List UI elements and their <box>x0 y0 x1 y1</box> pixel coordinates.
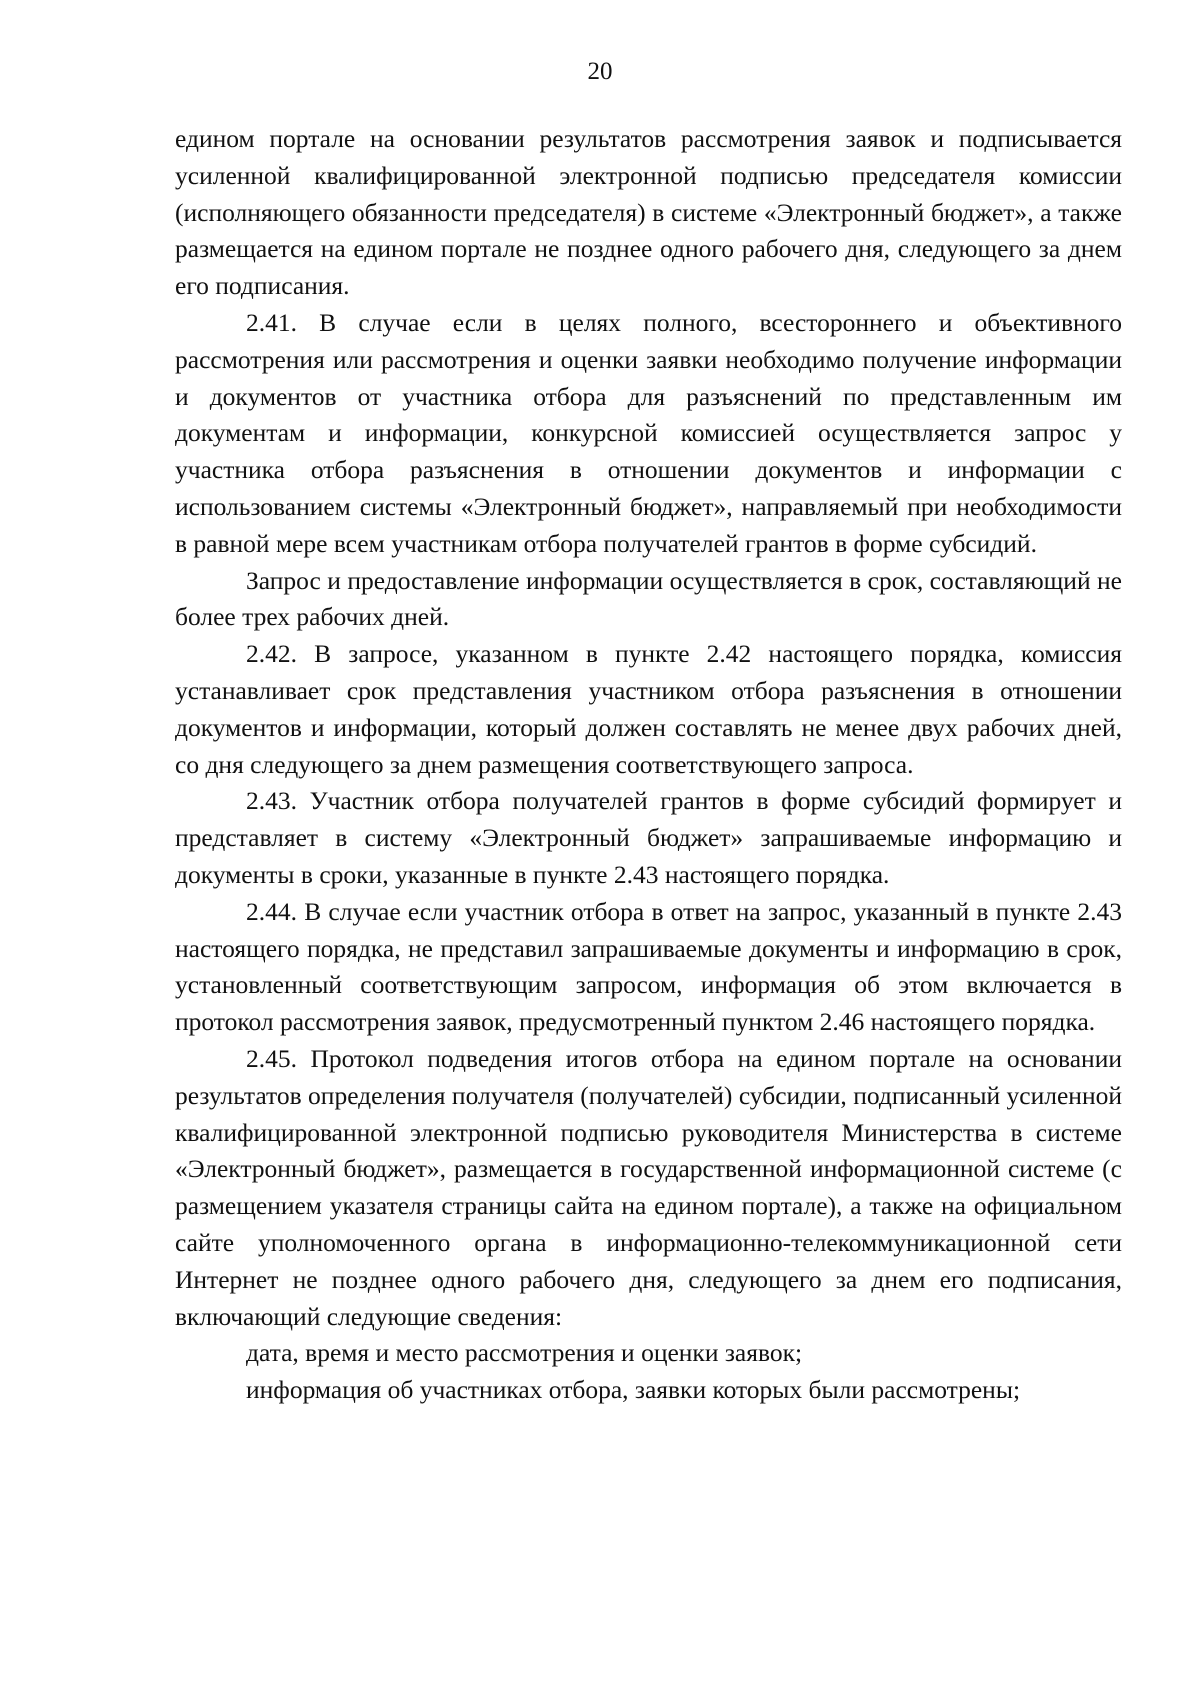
paragraph-2-43: 2.43. Участник отбора получателей грантов в форме субсидий формирует и представляет в систему «Электронный бюджет» запрашиваемые информацию и документы в сроки, указанные в пункте 2.43 настоящего порядка. <box>175 786 1122 889</box>
paragraph-2-44: 2.44. В случае если участник отбора в ответ на запрос, указанный в пункте 2.43 настоящего порядка, не представил запрашиваемые документы и информацию в срок, установленный соответствующим запросом, информация об этом включается в протокол рассмотрения заявок, предусмотренный пунктом 2.46 настоящего порядка. <box>175 896 1122 1037</box>
paragraph-continuation: едином портале на основании результатов рассмотрения заявок и подписывается усиленной квалифицированной электронной подписью председателя комиссии (исполняющего обязанности председателя) в системе «Электронный бюджет», а также размещается на едином портале не позднее одного рабочего дня, следующего за днем его подписания. <box>175 124 1122 301</box>
document-body <box>175 121 1122 1409</box>
paragraph-2-41: 2.41. В случае если в целях полного, всестороннего и объективного рассмотрения или рассмотрения и оценки заявки необходимо получение информации и документов от участника отбора для разъяснений по представленным им документам и информации, конкурсной комиссией осуществляется запрос у участника отбора разъяснения в отношении документов и информации с использованием системы «Электронный бюджет», направляемый при необходимости в равной мере всем участникам отбора получателей грантов в форме субсидий. <box>175 307 1122 558</box>
paragraph-2-42: 2.42. В запросе, указанном в пункте 2.42 настоящего порядка, комиссия устанавливает срок представления участником отбора разъяснения в отношении документов и информации, который должен составлять не менее двух рабочих дней, со дня следующего за днем размещения соответствующего запроса. <box>175 639 1122 779</box>
list-item-date-time-place: дата, время и место рассмотрения и оценки заявок; <box>246 1338 803 1368</box>
paragraph-request-term: Запрос и предоставление информации осуществляется в срок, составляющий не более трех рабочих дней. <box>175 565 1122 632</box>
paragraph-2-45: 2.45. Протокол подведения итогов отбора на едином портале на основании результатов определения получателя (получателей) субсидии, подписанный усиленной квалифицированной электронной подписью руководителя Министерства в системе «Электронный бюджет», размещается в государственной информационной системе (с размещением указателя страницы сайта на едином портале), а также на официальном сайте уполномоченного органа в информационно-телекоммуникационной сети Интернет не позднее одного рабочего дня, следующего за днем его подписания, включающий следующие сведения: <box>175 1043 1122 1331</box>
list-item-participants-info: информация об участниках отбора, заявки которых были рассмотрены; <box>246 1375 1021 1405</box>
page-number: 20 <box>587 58 613 85</box>
